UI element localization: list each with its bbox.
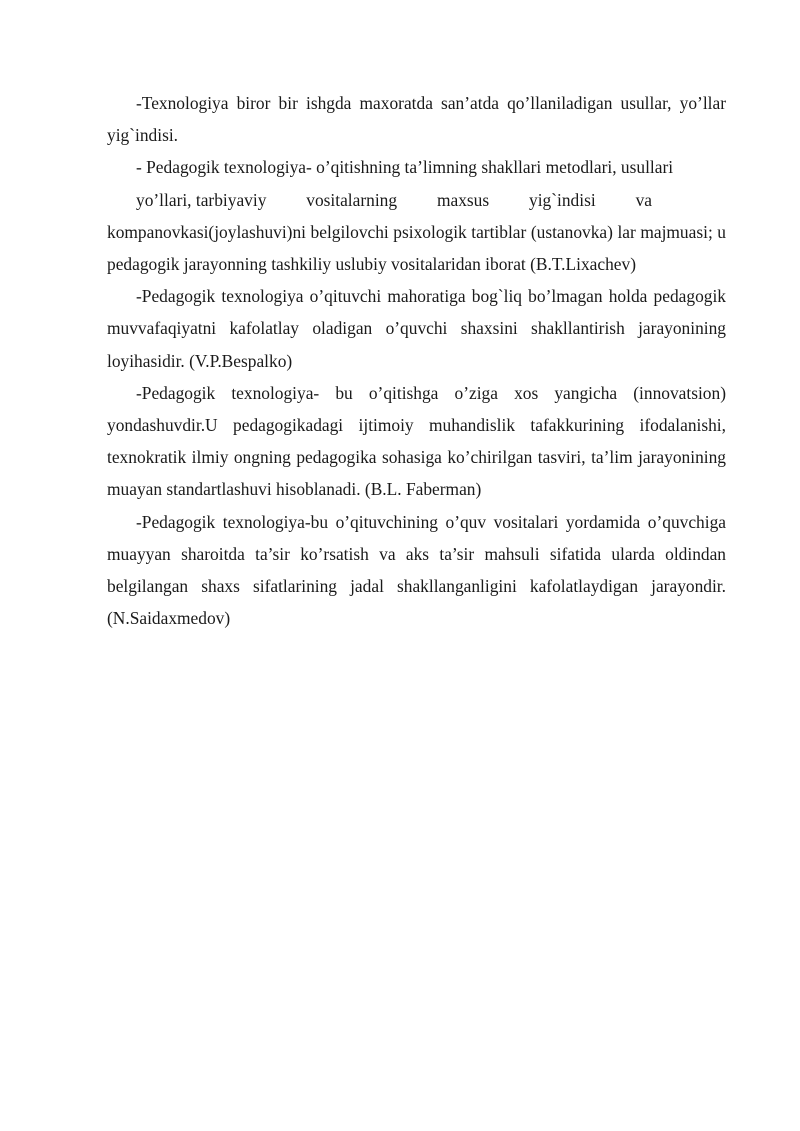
word: vositalarning bbox=[306, 189, 398, 210]
document-page bbox=[107, 87, 726, 634]
word: yo’llari, tarbiyaviy bbox=[136, 189, 267, 210]
paragraph-lixachev-definition bbox=[107, 151, 726, 280]
paragraph-faberman-definition: -Pedagogik texnologiya- bu o’qitishga o’ziga xos yangicha (innovatsion) yondashuvdir.U pedagogikadagi ijtimoiy muhandislik tafakkurining ifodalanishi, texnokratik ilmiy ongning pedagogika sohasiga ko’chirilgan tasviri, ta’lim jarayonining muayan standartlashuvi hisoblanadi. (B.L. Faberman) bbox=[107, 382, 726, 500]
paragraph-bespalko-definition: -Pedagogik texnologiya o’qituvchi mahoratiga bog`liq bo’lmagan holda pedagogik muvvafaqiyatni kafolatlay oladigan o’quvchi shaxsini shakllantirish jarayonining loyihasidir. (V.P.Bespalko) bbox=[107, 286, 726, 371]
word: yig`indisi bbox=[529, 189, 596, 210]
paragraph-continuation: kompanovkasi(joylashuvi)ni belgilovchi psixologik tartiblar (ustanovka) lar majmuasi; u pedagogik jarayonning tashkiliy uslubiy vositalaridan iborat (B.T.Lixachev) bbox=[107, 221, 726, 275]
paragraph-line: - Pedagogik texnologiya- o’qitishning ta’limning shakllari metodlari, usullari bbox=[136, 157, 674, 178]
word: va bbox=[635, 189, 652, 210]
word: maxsus bbox=[436, 189, 490, 210]
paragraph-texnologiya-definition: -Texnologiya biror bir ishgda maxoratda san’atda qo’llaniladigan usullar, yo’llar yig`indisi. bbox=[107, 93, 726, 146]
paragraph-line-spread bbox=[107, 184, 726, 216]
paragraph-saidaxmedov-definition: -Pedagogik texnologiya-bu o’qituvchining o’quv vositalari yordamida o’quvchiga muayyan sharoitda ta’sir ko’rsatish va aks ta’sir mahsuli sifatida ularda oldindan belgilangan shaxs sifatlarining jadal shakllanganligini kafolatlaydigan jarayondir. (N.Saidaxmedov) bbox=[107, 511, 726, 629]
